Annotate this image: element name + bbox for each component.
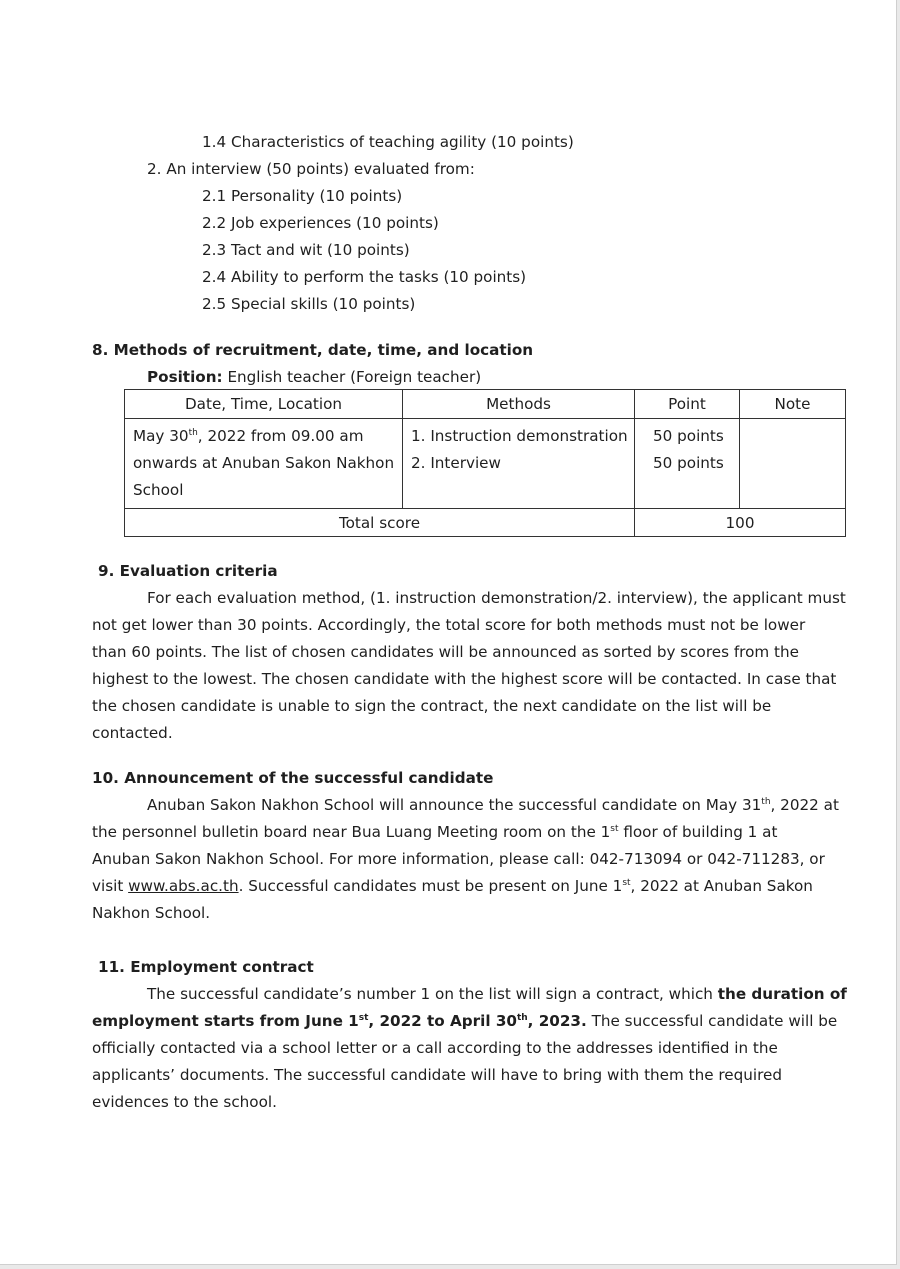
total-value: 100 <box>635 509 846 537</box>
ordinal-suffix: st <box>622 877 631 888</box>
section-8-heading: 8. Methods of recruitment, date, time, and location <box>92 341 534 359</box>
date-month-day: May 30 <box>133 427 189 445</box>
methods-table <box>124 389 846 537</box>
paragraph-line <box>92 822 777 842</box>
text-span: floor of building 1 at <box>618 823 778 841</box>
text-span: , 2022 at <box>770 796 839 814</box>
date-line-2: onwards at Anuban Sakon Nakhon <box>133 454 395 472</box>
ordinal-suffix: th <box>516 1012 528 1023</box>
ordinal-suffix: st <box>358 1012 369 1023</box>
table-header-row <box>125 390 846 419</box>
text-span: The successful candidate’s number 1 on the list will sign a contract, which <box>147 985 718 1003</box>
date-suffix: th <box>188 427 198 438</box>
point-item: 50 points <box>653 454 724 472</box>
ordinal-suffix: st <box>610 823 619 834</box>
text-span: The successful candidate will be <box>586 1012 838 1030</box>
website-link[interactable]: www.abs.ac.th <box>128 877 239 895</box>
date-line-3: School <box>133 481 184 499</box>
position-value: English teacher (Foreign teacher) <box>227 368 482 386</box>
date-year-time: , 2022 from 09.00 am <box>197 427 364 445</box>
total-row <box>125 509 846 537</box>
bold-span: the duration of <box>717 985 847 1003</box>
bold-span: , 2022 to April 30 <box>368 1012 517 1030</box>
paragraph-line: Anuban Sakon Nakhon School. For more information, please call: 042-713094 or 042-711283, or <box>92 850 825 868</box>
paragraph-line: applicants’ documents. The successful candidate will have to bring with them the required <box>92 1066 782 1084</box>
paragraph-line: highest to the lowest. The chosen candidate with the highest score will be contacted. In case that <box>92 670 837 688</box>
paragraph-line: For each evaluation method, (1. instruction demonstration/2. interview), the applicant must <box>147 589 846 607</box>
note-cell <box>740 419 846 509</box>
paragraph-line: contacted. <box>92 724 173 742</box>
header-point: Point <box>635 390 740 419</box>
date-cell <box>125 419 403 509</box>
header-date-time-location: Date, Time, Location <box>125 390 403 419</box>
paragraph-line <box>147 795 839 815</box>
methods-cell <box>403 419 635 509</box>
bold-span: , 2023. <box>527 1012 587 1030</box>
header-note: Note <box>740 390 846 419</box>
text-span: , 2022 at Anuban Sakon <box>630 877 813 895</box>
table-row <box>125 419 846 509</box>
section-11-heading: 11. Employment contract <box>98 958 314 976</box>
list-item-2-1: 2.1 Personality (10 points) <box>202 187 403 205</box>
section-10-heading: 10. Announcement of the successful candidate <box>92 769 494 787</box>
paragraph-line <box>147 984 847 1004</box>
paragraph-line: the chosen candidate is unable to sign the contract, the next candidate on the list will be <box>92 697 772 715</box>
points-cell <box>635 419 740 509</box>
list-item-2-2: 2.2 Job experiences (10 points) <box>202 214 439 232</box>
ordinal-suffix: th <box>761 796 771 807</box>
text-span: visit <box>92 877 129 895</box>
list-item-2: 2. An interview (50 points) evaluated from: <box>147 160 475 178</box>
position-label: Position: <box>147 368 223 386</box>
list-item-2-5: 2.5 Special skills (10 points) <box>202 295 416 313</box>
paragraph-line: officially contacted via a school letter or a call according to the addresses identified in the <box>92 1039 778 1057</box>
text-span: Anuban Sakon Nakhon School will announce the successful candidate on May 31 <box>147 796 762 814</box>
total-label: Total score <box>125 509 635 537</box>
paragraph-line: Nakhon School. <box>92 904 211 922</box>
method-item: 1. Instruction demonstration <box>411 427 628 445</box>
method-item: 2. Interview <box>411 454 501 472</box>
position-line <box>147 367 481 387</box>
list-item-1-4: 1.4 Characteristics of teaching agility (10 points) <box>202 133 574 151</box>
list-item-2-3: 2.3 Tact and wit (10 points) <box>202 241 410 259</box>
text-span: . Successful candidates must be present on June 1 <box>238 877 623 895</box>
text-span: the personnel bulletin board near Bua Luang Meeting room on the 1 <box>92 823 611 841</box>
paragraph-line: evidences to the school. <box>92 1093 277 1111</box>
paragraph-line <box>92 1011 837 1031</box>
list-item-2-4: 2.4 Ability to perform the tasks (10 points) <box>202 268 527 286</box>
header-methods: Methods <box>403 390 635 419</box>
date-line-1 <box>133 423 396 450</box>
bold-span: employment starts from June 1 <box>92 1012 359 1030</box>
paragraph-line: than 60 points. The list of chosen candidates will be announced as sorted by scores from the <box>92 643 799 661</box>
paragraph-line: not get lower than 30 points. Accordingly, the total score for both methods must not be lower <box>92 616 806 634</box>
section-9-heading: 9. Evaluation criteria <box>98 562 278 580</box>
point-item: 50 points <box>653 427 724 445</box>
paragraph-line <box>92 876 813 896</box>
